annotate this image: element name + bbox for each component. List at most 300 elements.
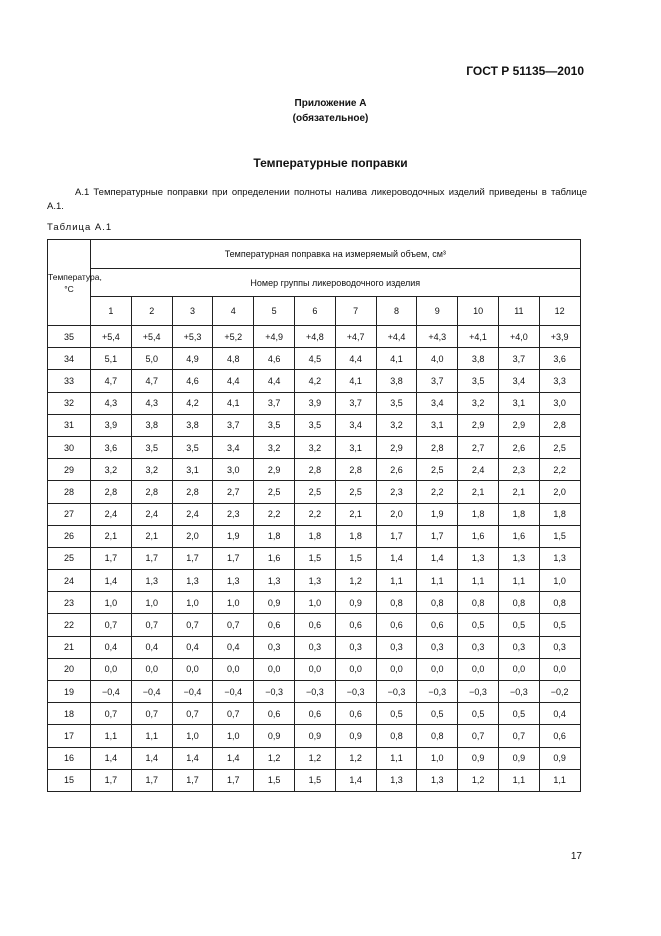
- correction-cell: 3,9: [91, 414, 132, 436]
- correction-cell: 2,1: [458, 481, 499, 503]
- correction-cell: 1,3: [417, 769, 458, 791]
- temperature-correction-table: [47, 239, 581, 792]
- correction-cell: 1,0: [213, 592, 254, 614]
- correction-cell: 2,5: [254, 481, 295, 503]
- correction-cell: 3,5: [172, 436, 213, 458]
- correction-cell: 2,0: [172, 525, 213, 547]
- correction-cell: 1,6: [498, 525, 539, 547]
- table-row: [48, 769, 581, 791]
- correction-cell: 0,9: [335, 592, 376, 614]
- correction-cell: 3,0: [213, 459, 254, 481]
- correction-cell: 1,2: [335, 747, 376, 769]
- correction-cell: 1,6: [254, 547, 295, 569]
- correction-cell: 0,5: [539, 614, 580, 636]
- temperature-cell: 15: [48, 769, 91, 791]
- correction-cell: 0,3: [294, 636, 335, 658]
- correction-cell: 1,0: [172, 725, 213, 747]
- correction-cell: 0,5: [498, 703, 539, 725]
- correction-cell: 0,3: [254, 636, 295, 658]
- correction-cell: 0,7: [131, 703, 172, 725]
- correction-cell: 4,0: [417, 348, 458, 370]
- temperature-cell: 21: [48, 636, 91, 658]
- correction-cell: 0,9: [458, 747, 499, 769]
- correction-cell: 2,9: [376, 436, 417, 458]
- correction-cell: 1,2: [294, 747, 335, 769]
- correction-cell: 0,0: [294, 658, 335, 680]
- correction-cell: 3,5: [376, 392, 417, 414]
- temperature-cell: 17: [48, 725, 91, 747]
- correction-cell: 0,6: [294, 614, 335, 636]
- correction-cell: 0,7: [213, 614, 254, 636]
- correction-cell: 2,2: [294, 503, 335, 525]
- correction-cell: 1,3: [458, 547, 499, 569]
- correction-cell: +5,3: [172, 326, 213, 348]
- correction-cell: −0,3: [498, 681, 539, 703]
- correction-cell: 1,0: [172, 592, 213, 614]
- group-number-cell: 2: [131, 297, 172, 326]
- correction-cell: 2,3: [213, 503, 254, 525]
- temperature-cell: 26: [48, 525, 91, 547]
- correction-cell: 1,4: [172, 747, 213, 769]
- correction-cell: 0,4: [539, 703, 580, 725]
- page-number: 17: [570, 851, 582, 862]
- correction-cell: 3,9: [294, 392, 335, 414]
- table-row: [48, 747, 581, 769]
- correction-cell: +5,4: [131, 326, 172, 348]
- correction-cell: 3,4: [498, 370, 539, 392]
- correction-cell: 3,8: [458, 348, 499, 370]
- temperature-cell: 32: [48, 392, 91, 414]
- correction-cell: 0,8: [539, 592, 580, 614]
- group-number-cell: 8: [376, 297, 417, 326]
- table-row: [48, 681, 581, 703]
- correction-cell: 3,2: [131, 459, 172, 481]
- correction-cell: 0,0: [376, 658, 417, 680]
- correction-cell: 0,0: [498, 658, 539, 680]
- table-row: [48, 725, 581, 747]
- correction-cell: 0,0: [254, 658, 295, 680]
- correction-cell: 3,7: [254, 392, 295, 414]
- correction-cell: 0,0: [417, 658, 458, 680]
- correction-cell: 3,5: [254, 414, 295, 436]
- correction-cell: 1,1: [131, 725, 172, 747]
- correction-cell: 1,7: [213, 547, 254, 569]
- correction-cell: 3,2: [376, 414, 417, 436]
- correction-cell: 2,1: [498, 481, 539, 503]
- correction-cell: −0,3: [417, 681, 458, 703]
- temperature-cell: 24: [48, 570, 91, 592]
- table-row: [48, 703, 581, 725]
- correction-cell: 4,9: [172, 348, 213, 370]
- table-row: [48, 503, 581, 525]
- correction-cell: 0,9: [254, 725, 295, 747]
- correction-cell: 3,1: [172, 459, 213, 481]
- correction-cell: 0,3: [376, 636, 417, 658]
- correction-cell: 0,7: [213, 703, 254, 725]
- correction-cell: +4,9: [254, 326, 295, 348]
- correction-cell: 4,5: [294, 348, 335, 370]
- correction-cell: 3,2: [91, 459, 132, 481]
- correction-cell: 1,7: [131, 547, 172, 569]
- correction-cell: 1,9: [213, 525, 254, 547]
- correction-cell: 1,0: [91, 592, 132, 614]
- correction-cell: 1,8: [498, 503, 539, 525]
- correction-cell: 0,9: [498, 747, 539, 769]
- group-number-cell: 4: [213, 297, 254, 326]
- correction-cell: 0,0: [335, 658, 376, 680]
- correction-cell: 4,8: [213, 348, 254, 370]
- correction-cell: 3,4: [213, 436, 254, 458]
- correction-cell: 4,3: [91, 392, 132, 414]
- correction-cell: +4,7: [335, 326, 376, 348]
- table-row: [48, 326, 581, 348]
- correction-cell: 0,0: [458, 658, 499, 680]
- correction-cell: 2,8: [294, 459, 335, 481]
- correction-cell: 3,8: [131, 414, 172, 436]
- correction-cell: 0,3: [458, 636, 499, 658]
- temperature-cell: 25: [48, 547, 91, 569]
- correction-cell: 2,7: [213, 481, 254, 503]
- temperature-cell: 28: [48, 481, 91, 503]
- table-body: [48, 326, 581, 792]
- correction-cell: 0,6: [335, 703, 376, 725]
- correction-cell: 1,6: [458, 525, 499, 547]
- correction-cell: 2,5: [335, 481, 376, 503]
- table-row: [48, 370, 581, 392]
- temperature-cell: 20: [48, 658, 91, 680]
- appendix-block: [0, 96, 661, 126]
- correction-cell: 4,7: [91, 370, 132, 392]
- correction-cell: 1,1: [91, 725, 132, 747]
- temperature-cell: 31: [48, 414, 91, 436]
- temperature-cell: 30: [48, 436, 91, 458]
- correction-cell: 1,8: [458, 503, 499, 525]
- correction-cell: 0,5: [498, 614, 539, 636]
- correction-cell: −0,2: [539, 681, 580, 703]
- correction-cell: 1,5: [294, 547, 335, 569]
- table-row: [48, 459, 581, 481]
- correction-cell: 1,9: [417, 503, 458, 525]
- correction-cell: 3,1: [335, 436, 376, 458]
- correction-cell: 3,4: [417, 392, 458, 414]
- correction-cell: 1,7: [376, 525, 417, 547]
- correction-cell: 0,6: [417, 614, 458, 636]
- correction-cell: 1,3: [539, 547, 580, 569]
- correction-cell: 4,4: [213, 370, 254, 392]
- correction-cell: 3,2: [254, 436, 295, 458]
- correction-cell: 0,3: [539, 636, 580, 658]
- correction-cell: 1,4: [131, 747, 172, 769]
- correction-cell: 3,6: [539, 348, 580, 370]
- group-number-cell: 6: [294, 297, 335, 326]
- correction-cell: 1,3: [376, 769, 417, 791]
- correction-cell: 2,5: [417, 459, 458, 481]
- correction-cell: 1,1: [376, 570, 417, 592]
- correction-cell: 1,3: [498, 547, 539, 569]
- correction-cell: 1,3: [131, 570, 172, 592]
- correction-cell: 1,4: [335, 769, 376, 791]
- temperature-cell: 34: [48, 348, 91, 370]
- correction-cell: 0,5: [458, 703, 499, 725]
- correction-cell: 1,2: [254, 747, 295, 769]
- correction-cell: 2,8: [172, 481, 213, 503]
- appendix-subtitle: (обязательное): [292, 113, 369, 124]
- group-numbers-row: [48, 297, 581, 326]
- correction-cell: 1,7: [91, 547, 132, 569]
- group-number-cell: 9: [417, 297, 458, 326]
- correction-cell: 1,7: [417, 525, 458, 547]
- correction-cell: 2,8: [131, 481, 172, 503]
- correction-cell: 0,8: [376, 725, 417, 747]
- correction-cell: 2,4: [458, 459, 499, 481]
- correction-cell: 3,8: [376, 370, 417, 392]
- document-code: ГОСТ Р 51135—2010: [466, 64, 584, 78]
- correction-header: Температурная поправка на измеряемый объем, см³: [91, 240, 581, 269]
- group-number-cell: 5: [254, 297, 295, 326]
- correction-cell: 1,5: [335, 547, 376, 569]
- temperature-column-header: Температура, °С: [48, 240, 91, 326]
- correction-cell: 1,5: [539, 525, 580, 547]
- table-row: [48, 436, 581, 458]
- temperature-cell: 16: [48, 747, 91, 769]
- correction-cell: 2,6: [498, 436, 539, 458]
- correction-cell: 1,1: [458, 570, 499, 592]
- correction-cell: 2,7: [458, 436, 499, 458]
- table-row: [48, 414, 581, 436]
- correction-cell: 4,1: [213, 392, 254, 414]
- correction-cell: 0,9: [254, 592, 295, 614]
- correction-cell: 0,8: [498, 592, 539, 614]
- correction-cell: 2,1: [131, 525, 172, 547]
- group-header: Номер группы ликероводочного изделия: [91, 269, 581, 297]
- group-number-cell: 1: [91, 297, 132, 326]
- intro-paragraph: А.1 Температурные поправки при определении полноты налива ликероводочных изделий приведены в таблице А.1.: [47, 187, 587, 212]
- correction-cell: 2,1: [335, 503, 376, 525]
- temperature-cell: 19: [48, 681, 91, 703]
- correction-cell: 2,8: [335, 459, 376, 481]
- correction-cell: 1,1: [376, 747, 417, 769]
- correction-cell: 0,8: [376, 592, 417, 614]
- correction-cell: 4,2: [294, 370, 335, 392]
- correction-cell: 2,4: [131, 503, 172, 525]
- correction-cell: 0,6: [376, 614, 417, 636]
- correction-cell: 0,9: [294, 725, 335, 747]
- correction-cell: 3,5: [294, 414, 335, 436]
- correction-cell: 4,4: [335, 348, 376, 370]
- correction-cell: 0,0: [91, 658, 132, 680]
- correction-cell: 0,8: [458, 592, 499, 614]
- correction-cell: 0,0: [213, 658, 254, 680]
- correction-cell: 2,4: [91, 503, 132, 525]
- correction-cell: 0,7: [91, 614, 132, 636]
- correction-cell: 1,1: [417, 570, 458, 592]
- correction-cell: 3,7: [498, 348, 539, 370]
- correction-cell: 2,9: [498, 414, 539, 436]
- group-number-cell: 11: [498, 297, 539, 326]
- correction-cell: 2,3: [498, 459, 539, 481]
- correction-cell: 3,4: [335, 414, 376, 436]
- table-row: [48, 658, 581, 680]
- correction-cell: 2,3: [376, 481, 417, 503]
- correction-cell: 5,1: [91, 348, 132, 370]
- correction-cell: 0,9: [539, 747, 580, 769]
- correction-cell: 0,6: [335, 614, 376, 636]
- correction-cell: 2,2: [254, 503, 295, 525]
- correction-cell: 2,5: [294, 481, 335, 503]
- temperature-cell: 18: [48, 703, 91, 725]
- correction-cell: 1,3: [254, 570, 295, 592]
- correction-cell: 2,4: [172, 503, 213, 525]
- correction-cell: +4,0: [498, 326, 539, 348]
- table-row: [48, 592, 581, 614]
- correction-cell: 3,7: [213, 414, 254, 436]
- correction-cell: 3,7: [335, 392, 376, 414]
- correction-cell: 1,4: [213, 747, 254, 769]
- correction-cell: +5,4: [91, 326, 132, 348]
- correction-cell: −0,4: [213, 681, 254, 703]
- correction-cell: 1,4: [417, 547, 458, 569]
- table-row: [48, 481, 581, 503]
- correction-cell: 0,9: [335, 725, 376, 747]
- correction-cell: 2,5: [539, 436, 580, 458]
- group-number-cell: 10: [458, 297, 499, 326]
- correction-cell: 1,8: [335, 525, 376, 547]
- correction-cell: 1,7: [172, 769, 213, 791]
- correction-cell: 1,8: [294, 525, 335, 547]
- correction-cell: 3,6: [91, 436, 132, 458]
- group-number-cell: 7: [335, 297, 376, 326]
- correction-cell: −0,3: [458, 681, 499, 703]
- correction-cell: 4,3: [131, 392, 172, 414]
- correction-cell: +5,2: [213, 326, 254, 348]
- correction-cell: 2,6: [376, 459, 417, 481]
- correction-cell: 1,1: [498, 769, 539, 791]
- correction-cell: 3,1: [417, 414, 458, 436]
- correction-cell: 0,6: [254, 703, 295, 725]
- correction-cell: −0,3: [254, 681, 295, 703]
- correction-cell: 0,3: [417, 636, 458, 658]
- correction-cell: −0,4: [91, 681, 132, 703]
- correction-cell: 1,3: [213, 570, 254, 592]
- correction-cell: 4,2: [172, 392, 213, 414]
- table-row: [48, 636, 581, 658]
- correction-cell: 0,4: [131, 636, 172, 658]
- correction-cell: 1,8: [254, 525, 295, 547]
- correction-cell: 1,0: [131, 592, 172, 614]
- correction-cell: 1,0: [539, 570, 580, 592]
- correction-cell: 3,5: [458, 370, 499, 392]
- temperature-cell: 29: [48, 459, 91, 481]
- correction-cell: 5,0: [131, 348, 172, 370]
- correction-cell: 0,7: [172, 614, 213, 636]
- correction-cell: 0,4: [172, 636, 213, 658]
- correction-cell: 2,2: [417, 481, 458, 503]
- correction-cell: −0,3: [294, 681, 335, 703]
- correction-cell: 2,1: [91, 525, 132, 547]
- correction-cell: −0,4: [172, 681, 213, 703]
- group-number-cell: 12: [539, 297, 580, 326]
- temperature-cell: 23: [48, 592, 91, 614]
- correction-cell: −0,3: [335, 681, 376, 703]
- correction-cell: 0,4: [91, 636, 132, 658]
- correction-cell: 0,6: [254, 614, 295, 636]
- correction-cell: 0,4: [213, 636, 254, 658]
- table-caption: Таблица А.1: [47, 222, 113, 233]
- table-row: [48, 547, 581, 569]
- correction-cell: 0,3: [335, 636, 376, 658]
- correction-cell: 0,7: [91, 703, 132, 725]
- temperature-cell: 22: [48, 614, 91, 636]
- section-heading: Температурные поправки: [253, 156, 408, 170]
- correction-cell: 1,3: [294, 570, 335, 592]
- table-row: [48, 348, 581, 370]
- correction-cell: 1,5: [294, 769, 335, 791]
- correction-cell: 0,7: [498, 725, 539, 747]
- correction-cell: 1,7: [172, 547, 213, 569]
- correction-cell: 3,5: [131, 436, 172, 458]
- correction-cell: 3,1: [498, 392, 539, 414]
- correction-cell: 0,5: [376, 703, 417, 725]
- correction-cell: 1,5: [254, 769, 295, 791]
- correction-cell: 1,0: [213, 725, 254, 747]
- correction-cell: +3,9: [539, 326, 580, 348]
- correction-cell: 3,2: [294, 436, 335, 458]
- appendix-title: Приложение А: [294, 98, 367, 109]
- correction-cell: 0,7: [172, 703, 213, 725]
- correction-cell: 0,3: [498, 636, 539, 658]
- correction-cell: 0,8: [417, 725, 458, 747]
- correction-cell: 2,8: [539, 414, 580, 436]
- correction-cell: 0,5: [458, 614, 499, 636]
- correction-cell: 3,8: [172, 414, 213, 436]
- correction-cell: 1,2: [458, 769, 499, 791]
- correction-cell: 1,2: [335, 570, 376, 592]
- correction-cell: 1,7: [213, 769, 254, 791]
- correction-cell: 4,1: [376, 348, 417, 370]
- correction-cell: 2,9: [458, 414, 499, 436]
- temperature-cell: 35: [48, 326, 91, 348]
- correction-cell: +4,3: [417, 326, 458, 348]
- table-row: [48, 614, 581, 636]
- correction-cell: 4,6: [254, 348, 295, 370]
- table-row: [48, 570, 581, 592]
- correction-cell: +4,8: [294, 326, 335, 348]
- correction-cell: 0,0: [172, 658, 213, 680]
- temperature-cell: 27: [48, 503, 91, 525]
- correction-cell: +4,1: [458, 326, 499, 348]
- correction-cell: 1,7: [91, 769, 132, 791]
- correction-cell: 1,8: [539, 503, 580, 525]
- correction-cell: 0,6: [294, 703, 335, 725]
- correction-cell: 2,8: [91, 481, 132, 503]
- correction-cell: 3,0: [539, 392, 580, 414]
- correction-cell: 1,3: [172, 570, 213, 592]
- correction-cell: +4,4: [376, 326, 417, 348]
- table-row: [48, 392, 581, 414]
- correction-cell: 3,2: [458, 392, 499, 414]
- table-row: [48, 525, 581, 547]
- correction-cell: 0,0: [131, 658, 172, 680]
- correction-cell: 0,5: [417, 703, 458, 725]
- temperature-cell: 33: [48, 370, 91, 392]
- correction-cell: 2,8: [417, 436, 458, 458]
- group-number-cell: 3: [172, 297, 213, 326]
- correction-cell: 0,6: [539, 725, 580, 747]
- correction-cell: 2,0: [539, 481, 580, 503]
- correction-cell: 0,7: [458, 725, 499, 747]
- correction-cell: 4,6: [172, 370, 213, 392]
- correction-cell: 4,1: [335, 370, 376, 392]
